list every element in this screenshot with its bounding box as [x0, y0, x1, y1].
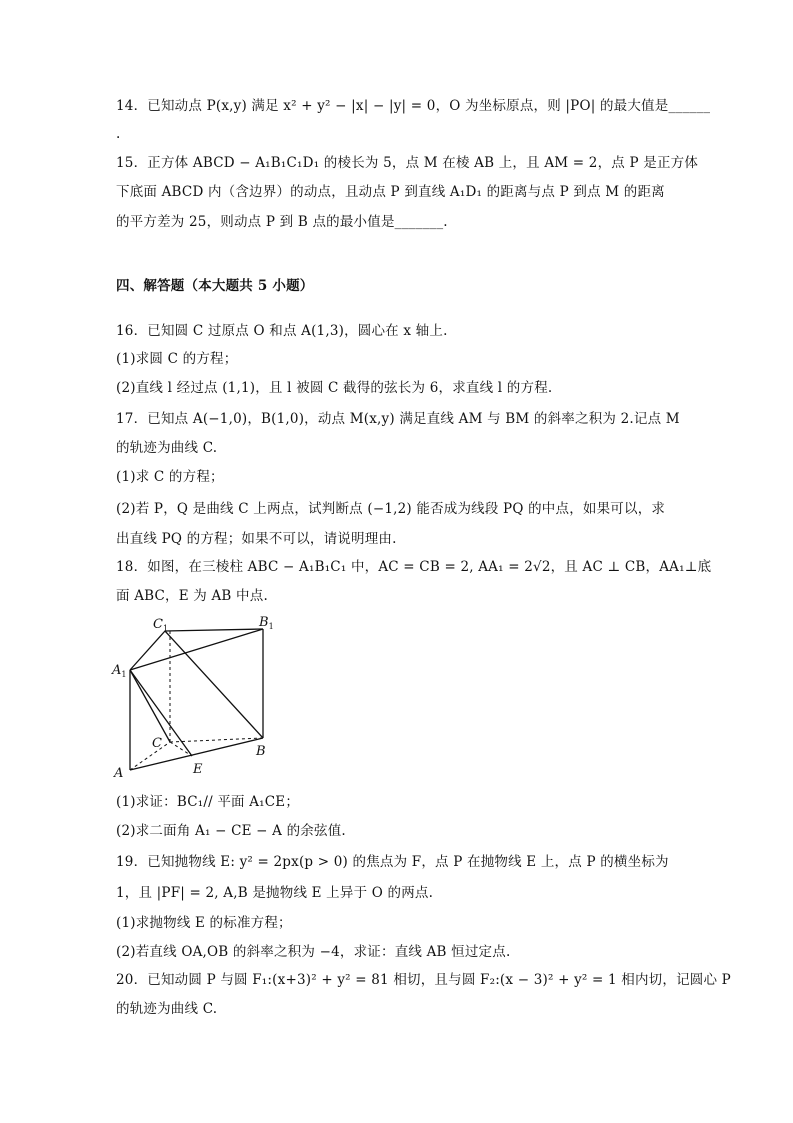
- label-c: C: [152, 736, 162, 751]
- problem-18-part-1: (1)求证：BC₁// 平面 A₁CE；: [116, 794, 300, 810]
- problem-14-line-2: .: [116, 126, 121, 142]
- problem-18-line-2: 面 ABC，E 为 AB 中点.: [116, 588, 268, 604]
- edge-c1-b: [165, 631, 263, 738]
- problem-16-stem: 16．已知圆 C 过原点 O 和点 A(1,3)，圆心在 x 轴上.: [116, 323, 448, 339]
- label-a: A: [114, 766, 124, 781]
- problem-17-part-2-line-2: 出直线 PQ 的方程；如果不可以，请说明理由.: [116, 531, 397, 547]
- label-a1: $A_1$: [112, 663, 127, 679]
- problem-19-line-2: 1，且 |PF| = 2, A,B 是抛物线 E 上异于 O 的两点.: [116, 885, 434, 901]
- problem-19-line-1: 19．已知抛物线 E: y² = 2px(p > 0) 的焦点为 F，点 P 在抛物线 E 上，点 P 的横坐标为: [116, 854, 669, 870]
- label-b: B: [256, 744, 266, 759]
- label-b1: $B_1$: [259, 615, 274, 631]
- problem-17-part-1: (1)求 C 的方程；: [116, 469, 224, 485]
- edge-a1-c: [130, 670, 170, 742]
- problem-15-line-2: 下底面 ABCD 内（含边界）的动点，且动点 P 到直线 A₁D₁ 的距离与点 P 到点 M 的距离: [116, 184, 665, 200]
- problem-14-line-1: 14．已知动点 P(x,y) 满足 x² + y² − |x| − |y| = 0，O 为坐标原点，则 |PO| 的最大值是______: [116, 98, 711, 114]
- problem-15-line-3: 的平方差为 25，则动点 P 到 B 点的最小值是_______.: [116, 214, 448, 230]
- edge-a1-b1: [130, 629, 263, 670]
- problem-16-part-1: (1)求圆 C 的方程；: [116, 351, 238, 367]
- problem-20-line-2: 的轨迹为曲线 C.: [116, 1001, 218, 1017]
- problem-20-line-1: 20．已知动圆 P 与圆 F₁:(x+3)² + y² = 81 相切，且与圆 F₂:(x − 3)² + y² = 1 相内切，记圆心 P: [116, 972, 731, 988]
- label-c1: $C_1$: [153, 617, 169, 633]
- problem-17-part-2-line-1: (2)若 P，Q 是曲线 C 上两点，试判断点 (−1,2) 能否成为线段 PQ 的中点，如果可以，求: [116, 501, 666, 517]
- edge-c-e-hidden: [170, 742, 192, 756]
- problem-17-line-1: 17．已知点 A(−1,0)，B(1,0)，动点 M(x,y) 满足直线 AM 与 BM 的斜率之积为 2.记点 M: [116, 411, 680, 427]
- problem-18-part-2: (2)求二面角 A₁ − CE − A 的余弦值.: [116, 823, 346, 839]
- prism-figure: [108, 614, 288, 784]
- problem-18-line-1: 18．如图，在三棱柱 ABC − A₁B₁C₁ 中，AC = CB = 2, AA₁ = 2√2，且 AC ⊥ CB，AA₁⊥底: [116, 559, 712, 575]
- problem-19-part-1: (1)求抛物线 E 的标准方程；: [116, 915, 292, 931]
- problem-16-part-2: (2)直线 l 经过点 (1,1)，且 l 被圆 C 截得的弦长为 6，求直线 l 的方程.: [116, 380, 553, 396]
- label-e: E: [193, 762, 203, 777]
- problem-17-line-2: 的轨迹为曲线 C.: [116, 440, 218, 456]
- problem-15-line-1: 15．正方体 ABCD − A₁B₁C₁D₁ 的棱长为 5，点 M 在棱 AB 上，且 AM = 2，点 P 是正方体: [116, 155, 699, 171]
- edge-c1-b1: [165, 629, 263, 631]
- problem-19-part-2: (2)若直线 OA,OB 的斜率之积为 −4，求证：直线 AB 恒过定点.: [116, 944, 511, 960]
- section-heading: 四、解答题（本大题共 5 小题）: [116, 278, 314, 294]
